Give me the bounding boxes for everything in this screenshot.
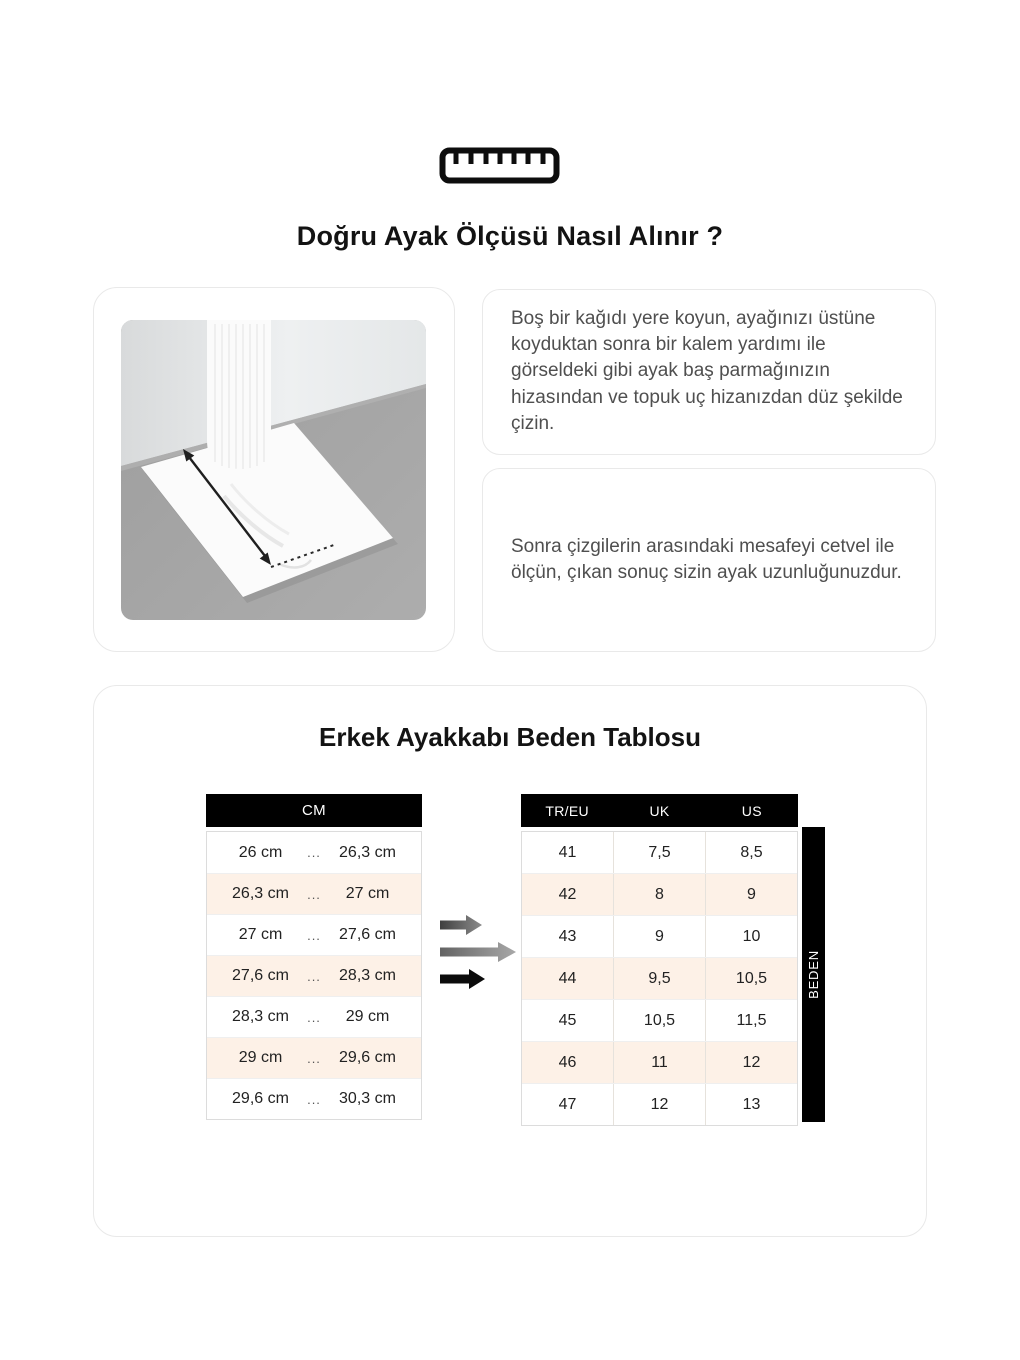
range-dots: ...: [307, 1091, 321, 1107]
beden-side-label-text: BEDEN: [806, 950, 822, 999]
cm-to: 28,3 cm: [339, 967, 396, 984]
instruction-step-1: [482, 289, 936, 455]
table-row: [522, 957, 797, 999]
ruler-icon: [439, 147, 560, 185]
table-row: [522, 873, 797, 915]
uk-size: 8: [613, 874, 705, 915]
cm-from: 26 cm: [238, 843, 283, 861]
cm-from: 29,6 cm: [232, 1090, 289, 1107]
instruction-step-2: [482, 468, 936, 652]
uk-size: 12: [613, 1084, 705, 1125]
uk-size: 10,5: [613, 1000, 705, 1041]
range-dots: ...: [307, 1050, 321, 1066]
cm-from: 27,6 cm: [232, 967, 289, 984]
table-row: [522, 832, 797, 873]
table-row: [207, 996, 421, 1037]
uk-size: 7,5: [613, 832, 705, 873]
us-size: 8,5: [705, 832, 797, 873]
cm-from: 27 cm: [238, 926, 283, 943]
size-conversion-header: [521, 794, 798, 827]
us-size: 12: [705, 1042, 797, 1083]
uk-size: 9,5: [613, 958, 705, 999]
size-table-card: [93, 685, 927, 1237]
us-size: 10,5: [705, 958, 797, 999]
size-conversion-body: [521, 831, 798, 1126]
table-row: [207, 873, 421, 914]
cm-table-body: [206, 831, 422, 1120]
table-row: [522, 999, 797, 1041]
treu-size: 45: [558, 1011, 577, 1029]
cm-to: 30,3 cm: [339, 1090, 396, 1107]
cm-to: 26,3 cm: [339, 843, 396, 861]
range-dots: ...: [307, 968, 321, 984]
measurement-photo-card: [93, 287, 455, 652]
treu-size: 41: [558, 843, 577, 861]
triple-right-arrows-icon: [438, 914, 518, 992]
table-row: [522, 915, 797, 957]
cm-to: 27 cm: [345, 885, 390, 902]
range-dots: ...: [307, 927, 321, 943]
us-size: 13: [705, 1084, 797, 1125]
table-row: [207, 914, 421, 955]
cm-table-header: CM: [206, 794, 422, 827]
cm-from: 26,3 cm: [232, 885, 289, 902]
table-row: [522, 1083, 797, 1125]
instruction-step-2-text: Sonra çizgilerin arasındaki mesafeyi cetvel ile ölçün, çıkan sonuç sizin ayak uzunluğunuzdur.: [511, 535, 902, 583]
range-dots: ...: [307, 1009, 321, 1025]
cm-to: 29 cm: [345, 1008, 390, 1025]
cm-to: 27,6 cm: [339, 926, 396, 943]
beden-side-label: [802, 827, 825, 1122]
table-row: [207, 832, 421, 873]
cm-table: [206, 794, 422, 1120]
treu-size: 44: [558, 969, 577, 987]
treu-size: 42: [558, 885, 577, 903]
table-row: [207, 1078, 421, 1119]
treu-size: 47: [558, 1095, 577, 1113]
table-row: [522, 1041, 797, 1083]
us-size: 9: [705, 874, 797, 915]
instruction-step-1-text: Boş bir kağıdı yere koyun, ayağınızı üstüne koyduktan sonra bir kalem yardımı ile görseldeki gibi ayak baş parmağınızın hizasından ve topuk uç hizanızdan düz şekilde çizin.: [511, 308, 903, 434]
foot-measurement-photo: [121, 320, 426, 620]
col-header-uk: UK: [649, 802, 670, 819]
cm-to: 29,6 cm: [339, 1049, 396, 1066]
us-size: 10: [705, 916, 797, 957]
range-dots: ...: [307, 845, 321, 860]
range-dots: ...: [307, 886, 321, 902]
us-size: 11,5: [705, 1000, 797, 1041]
cm-from: 29 cm: [238, 1049, 283, 1066]
size-conversion-table: [521, 794, 798, 1126]
uk-size: 11: [613, 1042, 705, 1083]
treu-size: 46: [558, 1053, 577, 1071]
size-table-title: Erkek Ayakkabı Beden Tablosu: [319, 722, 701, 752]
table-row: [207, 1037, 421, 1078]
table-row: [207, 955, 421, 996]
treu-size: 43: [558, 927, 577, 945]
uk-size: 9: [613, 916, 705, 957]
col-header-us: US: [741, 802, 762, 819]
cm-from: 28,3 cm: [232, 1008, 289, 1025]
col-header-treu: TR/EU: [545, 802, 589, 819]
page-title: Doğru Ayak Ölçüsü Nasıl Alınır ?: [296, 221, 724, 251]
